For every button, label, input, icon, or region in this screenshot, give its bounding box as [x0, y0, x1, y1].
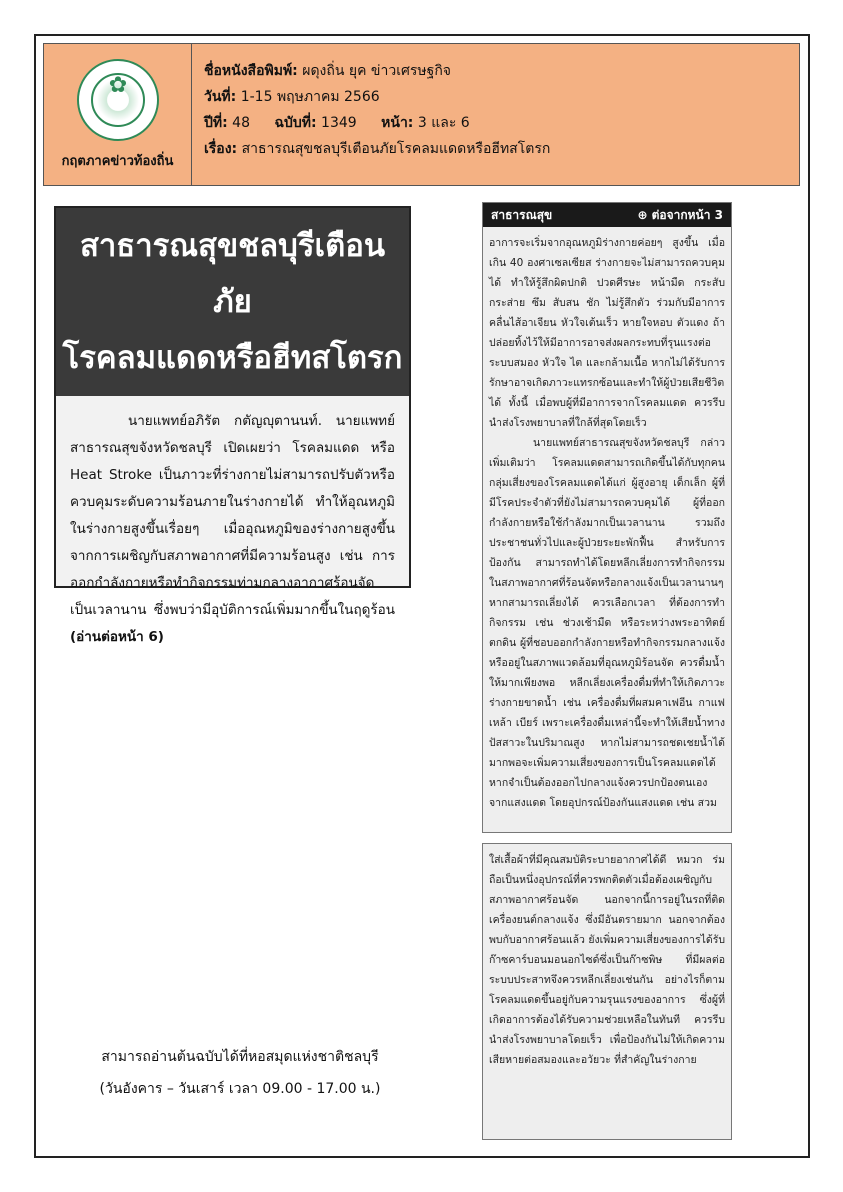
year-value: 48: [232, 115, 250, 131]
topic-value: สาธารณสุขชลบุรีเตือนภัยโรคลมแดดหรือฮีทสโตรก: [241, 141, 551, 157]
continued-from-label: ต่อจากหน้า 3: [651, 207, 723, 222]
date-value: 1-15 พฤษภาคม 2566: [240, 89, 380, 105]
newspaper-value: ผดุงถิ่น ยุค ข่าวเศรษฐกิจ: [302, 63, 452, 79]
clipping-headline: [56, 208, 409, 396]
header-caption: กฤตภาคข่าวท้องถิ่น: [61, 154, 174, 169]
newspaper-row: [204, 58, 787, 84]
paragraph-2: นายแพทย์สาธารณสุขจังหวัดชลบุรี กล่าวเพิ่มเติมว่า โรคลมแดดสามารถเกิดขึ้นได้กับทุกคน กลุ่มเสี่ยงของโรคลมแดดได้แก่ ผู้สูงอายุ เด็กเล็ก ผู้ที่มีโรคประจำตัวที่ยังไม่สามารถควบคุมได้ ผู้ที่ออกกำลังกายหรือใช้กำลังมากเป็นเวลานาน รวมถึงประชาชนทั่วไปและผู้ป่วยระยะพักฟื้น สำหรับการป้องกัน สามารถทำได้โดยหลีกเลี่ยงการทำกิจกรรมในสภาพอากาศที่ร้อนจัดหรือกลางแจ้งเป็นเวลานานๆ หากสามารถเลี่ยงได้ ควรเลือกเวลา ที่ต้องการทำกิจกรรม เช่น ช่วงเช้ามืด หรือระหว่างพระอาทิตย์ตกดิน ผู้ที่ชอบออกกำลังกายหรือทำกิจกรรมกลางแจ้งหรืออยู่ในสภาพแวดล้อมที่อุณหภูมิร้อนจัด ควรดื่มน้ำให้มากเพียงพอ หลีกเลี่ยงเครื่องดื่มที่ทำให้เกิดภาวะร่างกายขาดน้ำ เช่น เครื่องดื่มที่ผสมคาเฟอีน กาแฟ เหล้า เบียร์ เพราะเครื่องดื่มเหล่านี้จะทำให้เสียน้ำทางปัสสาวะในปริมาณสูง หากไม่สามารถชดเชยน้ำได้มากพอจะเพิ่มความเสี่ยงของการเป็นโรคลมแดดได้ หากจำเป็นต้องออกไปกลางแจ้งควรปกป้องตนเองจากแสงแดด โดยอุปกรณ์ป้องกันแสงแดด เช่น สวม: [489, 437, 725, 809]
date-label: วันที่:: [204, 89, 237, 105]
clipping-body: [56, 396, 409, 663]
continuation-clipping-bottom: [482, 843, 732, 1140]
continuation-text-end: [483, 844, 731, 1076]
date-row: [204, 84, 787, 110]
clipping-header: [43, 43, 800, 186]
header-metadata: [192, 44, 799, 185]
continued-note: (อ่านต่อหน้า 6): [70, 629, 164, 645]
library-note: [90, 1041, 390, 1105]
year-label: ปีที่:: [204, 115, 228, 131]
headline-line-2: โรคลมแดดหรือฮีทสโตรก: [62, 340, 403, 376]
page-value: 3 และ 6: [417, 115, 470, 131]
section-label: สาธารณสุข: [491, 207, 553, 222]
crosshair-icon: ⊕: [637, 207, 648, 222]
continuation-text: [483, 227, 731, 819]
topic-row: [204, 136, 787, 162]
note-line-2: (วันอังคาร – วันเสาร์ เวลา 09.00 - 17.00 น.): [99, 1081, 381, 1097]
newspaper-label: ชื่อหนังสือพิมพ์:: [204, 63, 298, 79]
issue-label: ฉบับที่:: [274, 115, 317, 131]
note-line-1: สามารถอ่านต้นฉบับได้ที่หอสมุดแห่งชาติชลบุรี: [101, 1049, 379, 1065]
issue-value: 1349: [321, 115, 357, 131]
front-page-clipping: [54, 206, 411, 645]
clipping-body-text: นายแพทย์อภิรัต กตัญญุตานนท์. นายแพทย์สาธารณสุขจังหวัดชลบุรี เปิดเผยว่า โรคลมแดด หรือ Heat Stroke เป็นภาวะที่ร่างกายไม่สามารถปรับตัวหรือควบคุมระดับความร้อนภายในร่างกายได้ ทำให้อุณหภูมิในร่างกายสูงขึ้นเรื่อยๆ เมื่ออุณหภูมิของร่างกายสูงขึ้นจากการเผชิญกับสภาพอากาศที่มีความร้อนสูง เช่น การออกกำลังกายหรือทำกิจกรรมท่ามกลางอากาศร้อนจัดเป็นเวลานาน ซึ่งพบว่ามีอุบัติการณ์เพิ่มมากขึ้นในฤดูร้อน: [70, 413, 395, 618]
topic-label: เรื่อง:: [204, 141, 238, 157]
issue-row: [204, 110, 787, 136]
library-seal-icon: ✿: [77, 59, 159, 141]
paragraph-1: อาการจะเริ่มจากอุณหภูมิร่างกายค่อยๆ สูงขึ้น เมื่อเกิน 40 องศาเซลเซียส ร่างกายจะไม่สามารถควบคุมได้ ทำให้รู้สึกผิดปกติ ปวดศีรษะ หน้ามืด กระสับกระส่าย ซึม สับสน ชัก ไม่รู้สึกตัว ร่วมกับมีอาการคลื่นไส้อาเจียน หัวใจเต้นเร็ว หายใจหอบ ตัวแดง ถ้าปล่อยทิ้งไว้ให้มีอาการอาจส่งผลกระทบที่รุนแรงต่อระบบสมอง หัวใจ ไต และกล้ามเนื้อ หากไม่ได้รับการรักษาอาจเกิดภาวะแทรกซ้อนและทำให้ผู้ป่วยเสียชีวิตได้ ทั้งนี้ เมื่อพบผู้ที่มีอาการจากโรคลมแดด ควรรีบนำส่งโรงพยาบาลที่ใกล้ที่สุดโดยเร็ว: [489, 237, 725, 429]
header-logo-cell: [44, 44, 192, 185]
page-label: หน้า:: [381, 115, 414, 131]
section-header: [483, 203, 731, 227]
continuation-clipping-top: [482, 202, 732, 833]
paragraph-3: ใส่เสื้อผ้าที่มีคุณสมบัติระบายอากาศได้ดี หมวก ร่ม ถือเป็นหนึ่งอุปกรณ์ที่ควรพกติดตัวเมื่อต้องเผชิญกับสภาพอากาศร้อนจัด นอกจากนี้การอยู่ในรถที่ติดเครื่องยนต์กลางแจ้ง ซึ่งมีอันตรายมาก นอกจากต้องพบกับอากาศร้อนแล้ว ยังเพิ่มความเสี่ยงของการได้รับก๊าซคาร์บอนมอนอกไซด์ซึ่งเป็นก๊าซพิษ ที่มีผลต่อระบบประสาทจึงควรหลีกเลี่ยงเช่นกัน อย่างไรก็ตามโรคลมแดดขึ้นอยู่กับความรุนแรงของอาการ ซึ่งผู้ที่เกิดอาการต้องได้รับความช่วยเหลือในทันที ควรรีบนำส่งโรงพยาบาลโดยเร็ว เพื่อป้องกันไม่ให้เกิดความเสียหายต่อสมองและอวัยวะ ที่สำคัญในร่างกาย: [489, 854, 725, 1066]
headline-line-1: สาธารณสุขชลบุรีเตือนภัย: [79, 228, 386, 320]
